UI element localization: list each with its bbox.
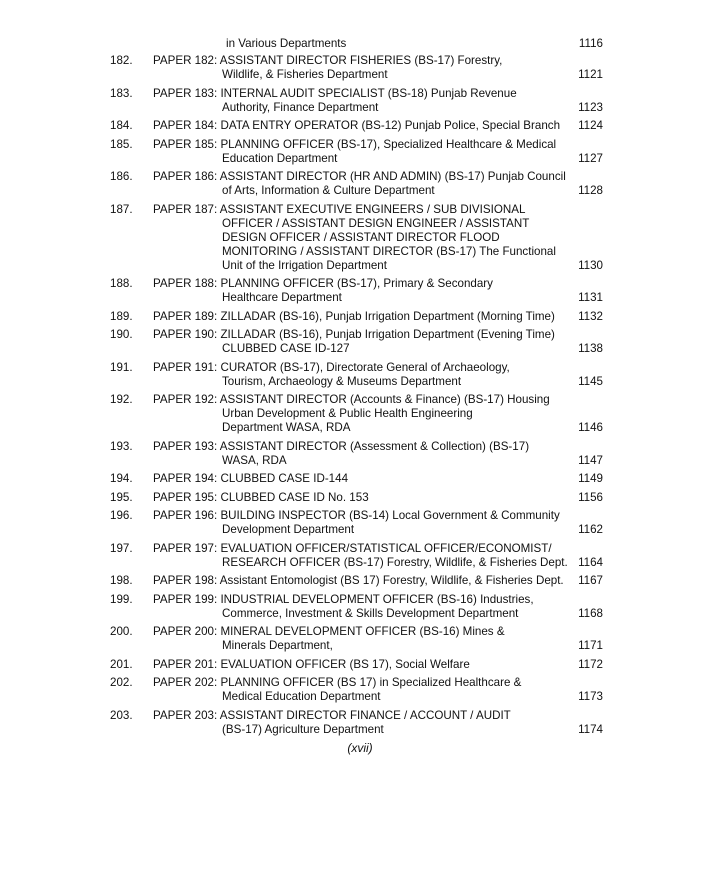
entry-title-line: WASA, RDA bbox=[222, 453, 287, 467]
entry-title bbox=[153, 491, 581, 505]
entry-title bbox=[153, 54, 581, 82]
entry-title bbox=[153, 593, 581, 621]
entry-title-line: PAPER 196: BUILDING INSPECTOR (BS-14) Local Government & Community bbox=[153, 509, 560, 522]
toc-entry bbox=[0, 509, 720, 537]
entry-title bbox=[153, 119, 581, 133]
entry-title bbox=[153, 310, 581, 324]
entry-number: 195. bbox=[110, 490, 133, 504]
entry-number: 184. bbox=[110, 119, 133, 132]
page-footer-number: (xvii) bbox=[347, 741, 373, 755]
toc-entries bbox=[0, 54, 720, 741]
entry-number: 200. bbox=[110, 625, 133, 638]
continuation-text: in Various Departments bbox=[226, 37, 347, 50]
entry-page-number: 1174 bbox=[578, 722, 603, 736]
entry-number: 182. bbox=[110, 54, 133, 67]
entry-title bbox=[153, 542, 581, 570]
entry-title-line: OFFICER / ASSISTANT DESIGN ENGINEER / ASSISTANT bbox=[222, 216, 530, 230]
entry-title-line: Development Department bbox=[222, 523, 355, 536]
toc-entry bbox=[0, 328, 720, 356]
entry-title-line: Tourism, Archaeology & Museums Department bbox=[222, 374, 462, 388]
toc-entry bbox=[0, 138, 720, 166]
entry-title bbox=[153, 203, 581, 273]
entry-title-line: Department WASA, RDA bbox=[222, 421, 351, 434]
entry-page-number: 1131 bbox=[578, 291, 603, 304]
entry-page-number: 1172 bbox=[578, 657, 603, 671]
entry-title-line: PAPER 201: EVALUATION OFFICER (BS 17), Social Welfare bbox=[153, 657, 470, 671]
entry-title-line: Urban Development & Public Health Engineering bbox=[222, 407, 473, 420]
entry-number: 189. bbox=[110, 309, 133, 323]
entry-title-line: of Arts, Information & Culture Department bbox=[222, 184, 435, 197]
entry-title-line: PAPER 199: INDUSTRIAL DEVELOPMENT OFFICER (BS-16) Industries, bbox=[153, 592, 534, 606]
entry-page-number: 1167 bbox=[578, 574, 603, 587]
entry-title-line: PAPER 194: CLUBBED CASE ID-144 bbox=[153, 472, 349, 485]
entry-title-line: Commerce, Investment & Skills Development Department bbox=[222, 606, 519, 620]
entry-number: 199. bbox=[110, 592, 133, 606]
entry-number: 188. bbox=[110, 277, 133, 290]
entry-title bbox=[153, 361, 581, 389]
continuation-page-number: 1116 bbox=[578, 37, 603, 50]
entry-title-line: PAPER 182: ASSISTANT DIRECTOR FISHERIES (BS-17) Forestry, bbox=[153, 54, 503, 67]
entry-number: 197. bbox=[110, 541, 133, 555]
entry-title bbox=[153, 709, 581, 737]
toc-entry bbox=[0, 593, 720, 621]
entry-title bbox=[153, 625, 581, 653]
entry-title-line: CLUBBED CASE ID-127 bbox=[222, 342, 350, 355]
entry-page-number: 1156 bbox=[578, 490, 603, 504]
toc-entry bbox=[0, 625, 720, 653]
entry-page-number: 1171 bbox=[578, 639, 603, 652]
entry-page-number: 1127 bbox=[578, 151, 603, 165]
toc-entry bbox=[0, 542, 720, 570]
entry-page-number: 1149 bbox=[578, 472, 603, 485]
entry-title-line: Education Department bbox=[222, 151, 338, 165]
entry-title bbox=[153, 277, 581, 305]
entry-title-line: PAPER 198: Assistant Entomologist (BS 17) Forestry, Wildlife, & Fisheries Dept. bbox=[153, 574, 564, 587]
toc-entry bbox=[0, 203, 720, 273]
entry-page-number: 1146 bbox=[578, 421, 603, 434]
entry-title bbox=[153, 509, 581, 537]
entry-page-number: 1147 bbox=[578, 453, 603, 467]
entry-title bbox=[153, 676, 581, 704]
entry-title-line: PAPER 195: CLUBBED CASE ID No. 153 bbox=[153, 490, 369, 504]
entry-title-line: PAPER 191: CURATOR (BS-17), Directorate General of Archaeology, bbox=[153, 360, 510, 374]
entry-page-number: 1130 bbox=[578, 258, 603, 272]
toc-entry bbox=[0, 277, 720, 305]
entry-number: 185. bbox=[110, 137, 133, 151]
entry-number: 183. bbox=[110, 86, 133, 100]
entry-title bbox=[153, 87, 581, 115]
entry-page-number: 1124 bbox=[578, 119, 603, 132]
entry-title bbox=[153, 472, 581, 486]
entry-title-line: Wildlife, & Fisheries Department bbox=[222, 68, 388, 81]
entry-title bbox=[153, 658, 581, 672]
toc-entry bbox=[0, 574, 720, 588]
entry-title-line: Medical Education Department bbox=[222, 690, 381, 703]
toc-entry bbox=[0, 658, 720, 672]
entry-page-number: 1132 bbox=[578, 309, 603, 323]
entry-number: 187. bbox=[110, 202, 133, 216]
entry-title-line: (BS-17) Agriculture Department bbox=[222, 722, 384, 736]
toc-continuation-entry bbox=[0, 37, 720, 51]
entry-title-line: PAPER 202: PLANNING OFFICER (BS 17) in Specialized Healthcare & bbox=[153, 676, 522, 689]
entry-number: 193. bbox=[110, 439, 133, 453]
entry-title-line: PAPER 200: MINERAL DEVELOPMENT OFFICER (BS-16) Mines & bbox=[153, 625, 505, 638]
entry-title-line: Healthcare Department bbox=[222, 291, 342, 304]
toc-entry bbox=[0, 119, 720, 133]
entry-page-number: 1121 bbox=[578, 68, 603, 81]
toc-entry bbox=[0, 54, 720, 82]
entry-title-line: PAPER 184: DATA ENTRY OPERATOR (BS-12) Punjab Police, Special Branch bbox=[153, 119, 561, 132]
entry-title-line: PAPER 197: EVALUATION OFFICER/STATISTICAL OFFICER/ECONOMIST/ bbox=[153, 541, 552, 555]
entry-page-number: 1123 bbox=[578, 100, 603, 114]
entry-title-line: Authority, Finance Department bbox=[222, 100, 379, 114]
entry-number: 194. bbox=[110, 472, 133, 485]
entry-number: 190. bbox=[110, 328, 133, 341]
entry-title bbox=[153, 170, 581, 198]
entry-title-line: PAPER 193: ASSISTANT DIRECTOR (Assessment & Collection) (BS-17) bbox=[153, 439, 530, 453]
entry-title bbox=[153, 138, 581, 166]
entry-number: 192. bbox=[110, 393, 133, 406]
toc-entry bbox=[0, 87, 720, 115]
entry-page-number: 1164 bbox=[578, 555, 603, 569]
entry-title-line: PAPER 185: PLANNING OFFICER (BS-17), Specialized Healthcare & Medical bbox=[153, 137, 557, 151]
entry-title-line: DESIGN OFFICER / ASSISTANT DIRECTOR FLOOD bbox=[222, 230, 500, 244]
entry-title bbox=[153, 328, 581, 356]
toc-entry bbox=[0, 472, 720, 486]
toc-entry bbox=[0, 491, 720, 505]
entry-title-line: PAPER 188: PLANNING OFFICER (BS-17), Primary & Secondary bbox=[153, 277, 493, 290]
toc-entry bbox=[0, 393, 720, 435]
entry-title-line: Minerals Department, bbox=[222, 639, 333, 652]
entry-title bbox=[153, 574, 581, 588]
entry-page-number: 1145 bbox=[578, 374, 603, 388]
entry-number: 196. bbox=[110, 509, 133, 522]
entry-number: 186. bbox=[110, 170, 133, 183]
toc-entry bbox=[0, 709, 720, 737]
toc-entry bbox=[0, 361, 720, 389]
entry-title bbox=[153, 440, 581, 468]
entry-number: 203. bbox=[110, 708, 133, 722]
entry-title-line: Unit of the Irrigation Department bbox=[222, 258, 387, 272]
entry-number: 202. bbox=[110, 676, 133, 689]
entry-title-line: PAPER 187: ASSISTANT EXECUTIVE ENGINEERS / SUB DIVISIONAL bbox=[153, 202, 526, 216]
entry-page-number: 1138 bbox=[578, 342, 603, 355]
toc-entry bbox=[0, 676, 720, 704]
entry-title-line: PAPER 189: ZILLADAR (BS-16), Punjab Irrigation Department (Morning Time) bbox=[153, 309, 555, 323]
entry-page-number: 1173 bbox=[578, 690, 603, 703]
entry-title-line: PAPER 183: INTERNAL AUDIT SPECIALIST (BS-18) Punjab Revenue bbox=[153, 86, 517, 100]
entry-number: 198. bbox=[110, 574, 133, 587]
entry-title-line: PAPER 186: ASSISTANT DIRECTOR (HR AND ADMIN) (BS-17) Punjab Council bbox=[153, 170, 566, 183]
entry-page-number: 1168 bbox=[578, 606, 603, 620]
entry-title-line: PAPER 203: ASSISTANT DIRECTOR FINANCE / ACCOUNT / AUDIT bbox=[153, 708, 511, 722]
entry-title-line: RESEARCH OFFICER (BS-17) Forestry, Wildlife, & Fisheries Dept. bbox=[222, 555, 568, 569]
toc-entry bbox=[0, 310, 720, 324]
toc-entry bbox=[0, 170, 720, 198]
entry-title bbox=[153, 393, 581, 435]
entry-page-number: 1162 bbox=[578, 523, 603, 536]
toc-entry bbox=[0, 440, 720, 468]
entry-number: 191. bbox=[110, 360, 133, 374]
entry-title-line: MONITORING / ASSISTANT DIRECTOR (BS-17) The Functional bbox=[222, 244, 556, 258]
entry-title-line: PAPER 192: ASSISTANT DIRECTOR (Accounts & Finance) (BS-17) Housing bbox=[153, 393, 550, 406]
entry-number: 201. bbox=[110, 657, 133, 671]
entry-page-number: 1128 bbox=[578, 184, 603, 197]
entry-title-line: PAPER 190: ZILLADAR (BS-16), Punjab Irrigation Department (Evening Time) bbox=[153, 328, 555, 341]
